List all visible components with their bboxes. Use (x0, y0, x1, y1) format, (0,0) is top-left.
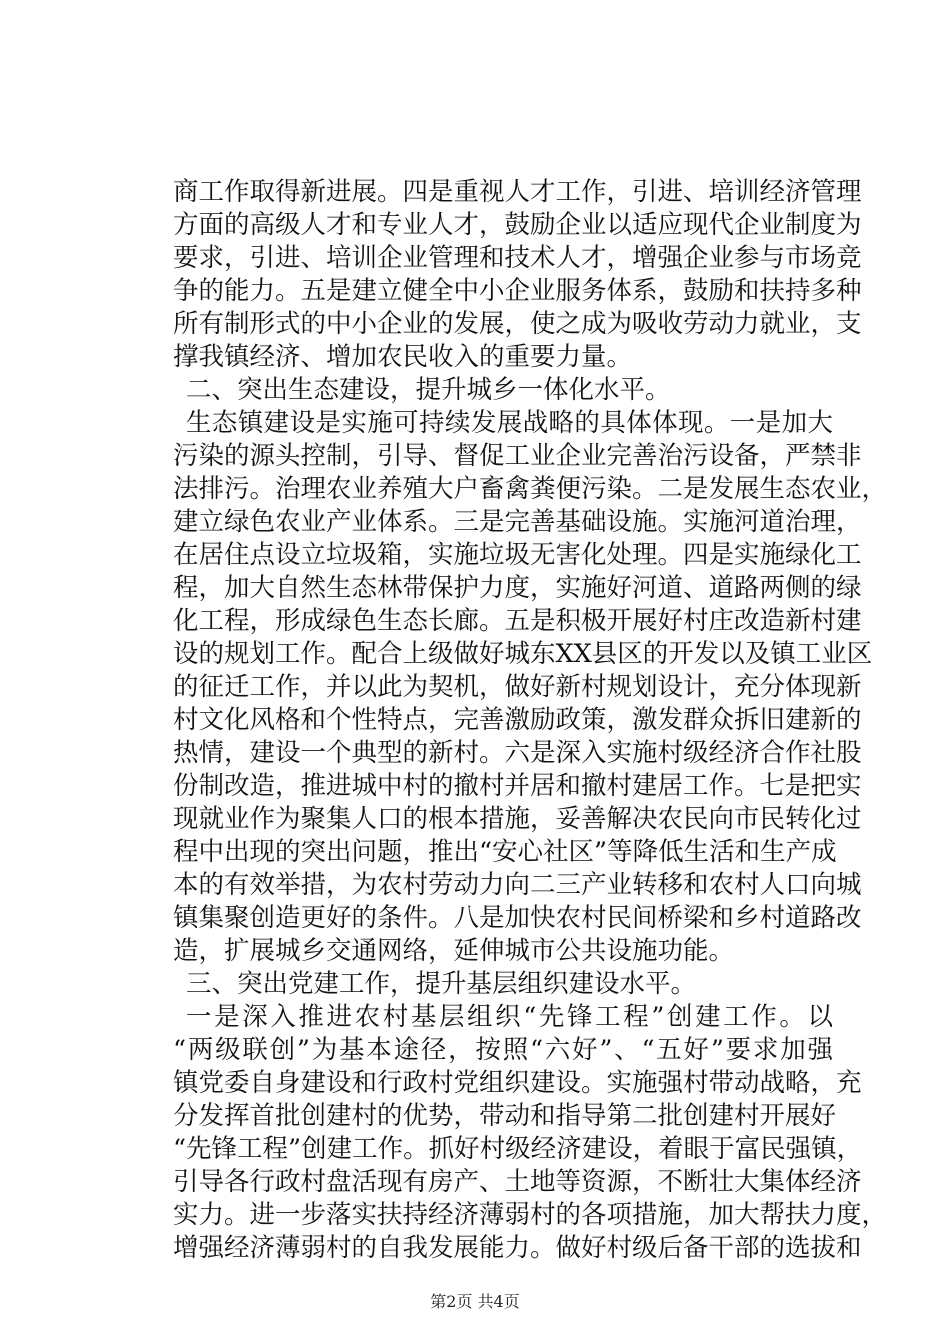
text-line: 份制改造，推进城中村的撤村并居和撤村建居工作。七是把实 (173, 771, 862, 801)
text-line: 所有制形式的中小企业的发展，使之成为吸收劳动力就业，支 (173, 309, 862, 339)
section-heading: 三、突出党建工作，提升基层组织建设水平。 (186, 969, 697, 999)
text-line: 镇党委自身建设和行政村党组织建设。实施强村带动战略，充 (173, 1068, 862, 1098)
text-line: “先锋工程”创建工作。抓好村级经济建设，着眼于富民强镇， (173, 1134, 863, 1164)
text-line: 建立绿色农业产业体系。三是完善基础设施。实施河道治理， (173, 507, 862, 537)
text-line: 污染的源头控制，引导、督促工业企业完善治污设备，严禁非 (173, 441, 862, 471)
text-line: 程中出现的突出问题，推出“安心社区”等降低生活和生产成 (173, 837, 837, 867)
text-line: 在居住点设立垃圾箱，实施垃圾无害化处理。四是实施绿化工 (173, 540, 862, 570)
section-heading: 二、突出生态建设，提升城乡一体化水平。 (186, 375, 671, 405)
text-line: 引导各行政村盘活现有房产、土地等资源，不断壮大集体经济 (173, 1167, 862, 1197)
paragraph-first-line: 生态镇建设是实施可持续发展战略的具体体现。一是加大 (186, 408, 833, 438)
paragraph-first-line: 一是深入推进农村基层组织“先锋工程”创建工作。以 (186, 1002, 833, 1032)
text-line: 要求，引进、培训企业管理和技术人才，增强企业参与市场竞 (173, 243, 862, 273)
text-line: 撑我镇经济、增加农民收入的重要力量。 (173, 342, 633, 372)
text-line: “两级联创”为基本途径，按照“六好”、“五好”要求加强 (173, 1035, 833, 1065)
text-line: 热情，建设一个典型的新村。六是深入实施村级经济合作社股 (173, 738, 862, 768)
text-line: 造，扩展城乡交通网络，延伸城市公共设施功能。 (173, 936, 735, 966)
text-line: 实力。进一步落实扶持经济薄弱村的各项措施，加大帮扶力度， (173, 1200, 888, 1230)
text-line: 的征迁工作，并以此为契机，做好新村规划设计，充分体现新 (173, 672, 862, 702)
text-line: 本的有效举措，为农村劳动力向二三产业转移和农村人口向城 (173, 870, 862, 900)
text-line: 法排污。治理农业养殖大户畜禽粪便污染。二是发展生态农业， (173, 474, 888, 504)
text-line: 化工程，形成绿色生态长廊。五是积极开展好村庄改造新村建 (173, 606, 862, 636)
text-line: 争的能力。五是建立健全中小企业服务体系，鼓励和扶持多种 (173, 276, 862, 306)
text-line: 村文化风格和个性特点，完善激励政策，激发群众拆旧建新的 (173, 705, 862, 735)
text-line: 增强经济薄弱村的自我发展能力。做好村级后备干部的选拔和 (173, 1233, 862, 1263)
text-line: 商工作取得新进展。四是重视人才工作，引进、培训经济管理 (173, 177, 862, 207)
text-line: 方面的高级人才和专业人才，鼓励企业以适应现代企业制度为 (173, 210, 862, 240)
text-line: 镇集聚创造更好的条件。八是加快农村民间桥梁和乡村道路改 (173, 903, 862, 933)
text-line: 设的规划工作。配合上级做好城东XX县区的开发以及镇工业区 (173, 639, 873, 669)
text-line: 程，加大自然生态林带保护力度，实施好河道、道路两侧的绿 (173, 573, 862, 603)
text-line: 现就业作为聚集人口的根本措施，妥善解决农民向市民转化过 (173, 804, 862, 834)
text-line: 分发挥首批创建村的优势，带动和指导第二批创建村开展好 (173, 1101, 837, 1131)
page-number-footer: 第2页 共4页 (430, 1292, 520, 1311)
